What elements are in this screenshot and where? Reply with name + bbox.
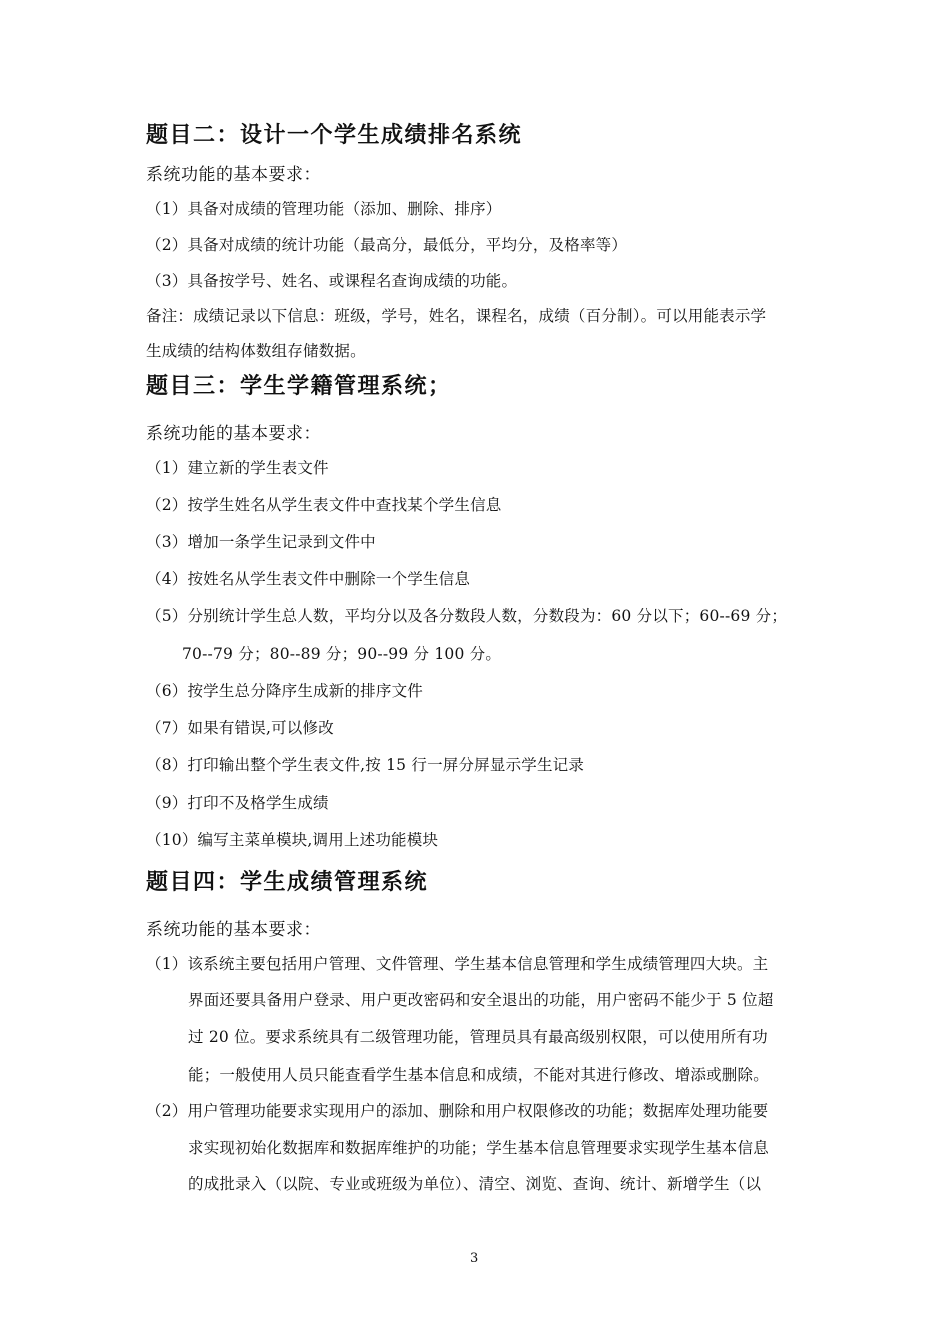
section-heading: 题目三：学生学籍管理系统； xyxy=(146,374,452,399)
requirement-item: （1）具备对成绩的管理功能（添加、删除、排序） xyxy=(146,200,502,218)
requirement-item: （5）分别统计学生总人数，平均分以及各分数段人数，分数段为：60 分以下；60--69 分； xyxy=(146,607,788,625)
note-line: 备注：成绩记录以下信息：班级，学号，姓名，课程名，成绩（百分制）。可以用能表示学 xyxy=(146,307,767,325)
page-number: 3 xyxy=(470,1251,479,1266)
requirement-item: （9）打印不及格学生成绩 xyxy=(146,794,329,812)
requirement-item-continuation: 能；一般使用人员只能查看学生基本信息和成绩，不能对其进行修改、增添或删除。 xyxy=(188,1066,769,1084)
requirement-item-continuation: 的成批录入（以院、专业或班级为单位）、清空、浏览、查询、统计、新增学生（以 xyxy=(188,1175,762,1193)
requirement-item: （1）建立新的学生表文件 xyxy=(146,459,329,477)
requirement-item-continuation: 求实现初始化数据库和数据库维护的功能；学生基本信息管理要求实现学生基本信息 xyxy=(188,1139,769,1157)
section-intro: 系统功能的基本要求： xyxy=(146,920,321,940)
section-intro: 系统功能的基本要求： xyxy=(146,424,321,444)
requirement-item: （1）该系统主要包括用户管理、文件管理、学生基本信息管理和学生成绩管理四大块。主 xyxy=(146,955,769,973)
requirement-item: （2）按学生姓名从学生表文件中查找某个学生信息 xyxy=(146,496,502,514)
section-heading: 题目四：学生成绩管理系统 xyxy=(146,870,429,895)
requirement-item: （7）如果有错误,可以修改 xyxy=(146,719,334,737)
requirement-item: （8）打印输出整个学生表文件,按 15 行一屏分屏显示学生记录 xyxy=(146,756,585,774)
requirement-item: （6）按学生总分降序生成新的排序文件 xyxy=(146,682,423,700)
requirement-item: （3）具备按学号、姓名、或课程名查询成绩的功能。 xyxy=(146,272,518,290)
requirement-item-continuation: 70--79 分；80--89 分；90--99 分 100 分。 xyxy=(182,645,502,663)
requirement-item: （4）按姓名从学生表文件中删除一个学生信息 xyxy=(146,570,471,588)
requirement-item-continuation: 过 20 位。要求系统具有二级管理功能，管理员具有最高级别权限，可以使用所有功 xyxy=(188,1028,768,1046)
requirement-item: （2）用户管理功能要求实现用户的添加、删除和用户权限修改的功能；数据库处理功能要 xyxy=(146,1102,769,1120)
requirement-item: （10）编写主菜单模块,调用上述功能模块 xyxy=(146,831,439,849)
requirement-item: （2）具备对成绩的统计功能（最高分，最低分，平均分，及格率等） xyxy=(146,236,628,254)
requirement-item: （3）增加一条学生记录到文件中 xyxy=(146,533,376,551)
note-line: 生成绩的结构体数组存储数据。 xyxy=(146,342,366,360)
section-heading: 题目二：设计一个学生成绩排名系统 xyxy=(146,123,523,148)
section-intro: 系统功能的基本要求： xyxy=(146,165,321,185)
requirement-item-continuation: 界面还要具备用户登录、用户更改密码和安全退出的功能，用户密码不能少于 5 位超 xyxy=(188,991,774,1009)
